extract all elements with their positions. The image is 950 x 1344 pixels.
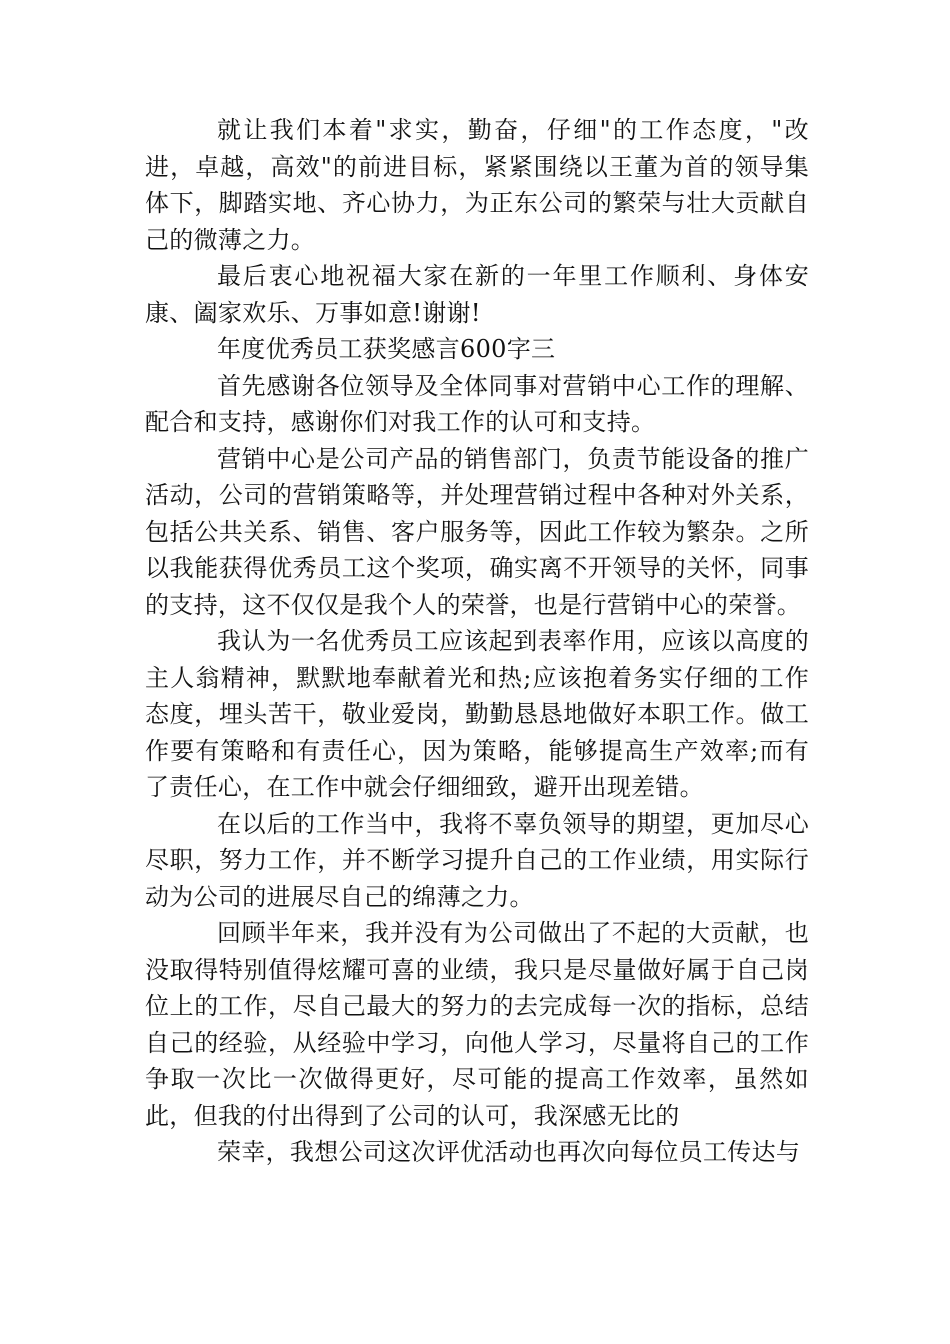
paragraph-3: 首先感谢各位领导及全体同事对营销中心工作的理解、配合和支持，感谢你们对我工作的认可和支持。	[145, 371, 809, 436]
paragraph-6: 在以后的工作当中，我将不辜负领导的期望，更加尽心尽职，努力工作，并不断学习提升自己的工作业绩，用实际行动为公司的进展尽自己的绵薄之力。	[145, 809, 809, 911]
paragraph-2: 最后衷心地祝福大家在新的一年里工作顺利、身体安康、阖家欢乐、万事如意!谢谢!	[145, 262, 809, 327]
paragraph-1: 就让我们本着"求实，勤奋，仔细"的工作态度，"改进，卓越，高效"的前进目标，紧紧围绕以王董为首的领导集体下，脚踏实地、齐心协力，为正东公司的繁荣与壮大贡献自己的微薄之力。	[145, 116, 809, 254]
document-body	[145, 112, 809, 1171]
paragraph-5: 我认为一名优秀员工应该起到表率作用，应该以高度的主人翁精神，默默地奉献着光和热;应该抱着务实仔细的工作态度，埋头苦干，敬业爱岗，勤勤恳恳地做好本职工作。做工作要有策略和有责任心，因为策略，能够提高生产效率;而有了责任心，在工作中就会仔细细致，避开出现差错。	[145, 627, 809, 801]
paragraph-8: 荣幸，我想公司这次评优活动也再次向每位员工传达与	[217, 1138, 801, 1166]
paragraph-4: 营销中心是公司产品的销售部门，负责节能设备的推广活动，公司的营销策略等，并处理营销过程中各种对外关系，包括公共关系、销售、客户服务等，因此工作较为繁杂。之所以我能获得优秀员工这个奖项，确实离不开领导的关怀，同事的支持，这不仅仅是我个人的荣誉，也是行营销中心的荣誉。	[145, 444, 809, 619]
paragraph-7: 回顾半年来，我并没有为公司做出了不起的大贡献，也没取得特别值得炫耀可喜的业绩，我只是尽量做好属于自己岗位上的工作，尽自己最大的努力的去完成每一次的指标，总结自己的经验，从经验中学习，向他人学习，尽量将自己的工作争取一次比一次做得更好，尽可能的提高工作效率，虽然如此，但我的付出得到了公司的认可，我深感无比的	[145, 919, 809, 1130]
section-heading: 年度优秀员工获奖感言600字三	[217, 335, 556, 363]
